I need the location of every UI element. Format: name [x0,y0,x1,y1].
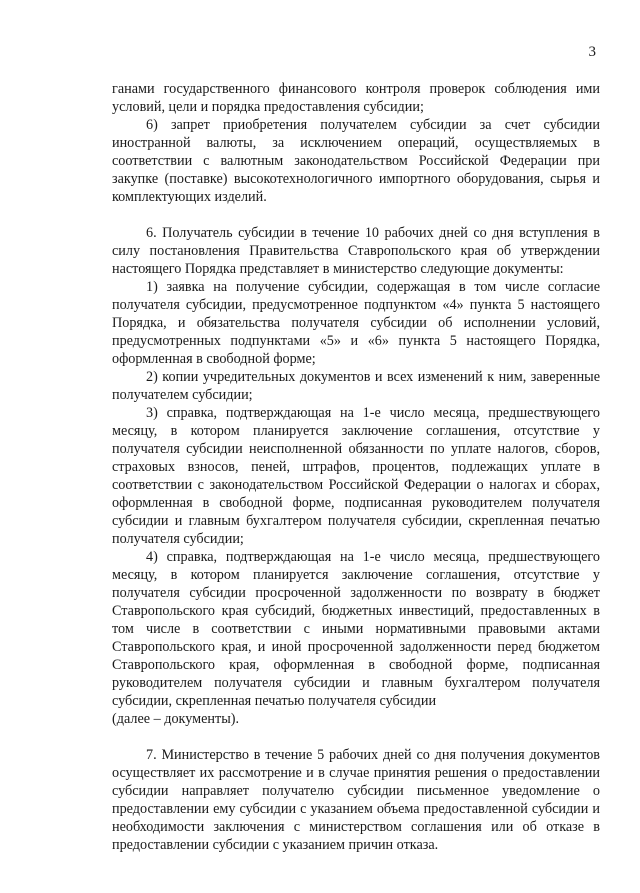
paragraph-continuation: ганами государственного финансового контроля проверок соблюдения ими условий, цели и порядка предоставления субсидии; [112,81,600,115]
document-body [112,80,600,854]
paragraph-doc-1: 1) заявка на получение субсидии, содержащая в том числе согласие получателя субсидии, предусмотренное подпунктом «4» пункта 5 настоящего Порядка, и обязательства получателя субсидии об исполнении условий, предусмотренных подпунктами «5» и «6» пункта 5 настоящего Порядка, оформленная в свободной форме; [112,279,600,367]
paragraph-gap [112,206,600,224]
paragraph-item-6: 6) запрет приобретения получателем субсидии за счет субсидии иностранной валюты, за исключением операций, осуществляемых в соответствии с валютным законодательством Российской Федерации при закупке (поставке) высокотехнологичного импортного оборудования, сырья и комплектующих изделий. [112,117,600,205]
paragraph-section-7: 7. Министерство в течение 5 рабочих дней со дня получения документов осуществляет их рассмотрение и в случае принятия решения о предоставлении субсидии направляет получателю субсидии письменное уведомление о предоставлении ему субсидии с указанием объема предоставленной субсидии и необходимости заключения с министерством соглашения или об отказе в предоставлении субсидии с указанием причин отказа. [112,747,600,853]
paragraph-doc-3: 3) справка, подтверждающая на 1-е число месяца, предшествующего месяцу, в котором планируется заключение соглашения, отсутствие у получателя субсидии неисполненной обязанности по уплате налогов, сборов, страховых взносов, пеней, штрафов, процентов, подлежащих уплате в соответствии с законодательством Российской Федерации о налогах и сборах, оформленная в свободной форме, подписанная руководителем получателя субсидии и главным бухгалтером получателя субсидии, скрепленная печатью получателя субсидии; [112,405,600,547]
paragraph-doc-2: 2) копии учредительных документов и всех изменений к ним, заверенные получателем субсидии; [112,369,600,403]
page-number: 3 [588,44,596,60]
paragraph-gap [112,728,600,746]
paragraph-doc-4: 4) справка, подтверждающая на 1-е число месяца, предшествующего месяцу, в котором планируется заключение соглашения, отсутствие у получателя субсидии просроченной задолженности по возврату в бюджет Ставропольского края субсидий, бюджетных инвестиций, предоставленных в том числе в соответствии с иными нормативными правовыми актами Ставропольского края, и иной просроченной задолженности перед бюджетом Ставропольского края, оформленная в свободной форме, подписанная руководителем получателя субсидии и главным бухгалтером получателя субсидии, скрепленная печатью получателя субсидии [112,549,600,709]
paragraph-documents-note: (далее – документы). [112,711,240,727]
paragraph-section-6: 6. Получатель субсидии в течение 10 рабочих дней со дня вступления в силу постановления Правительства Ставропольского края об утверждении настоящего Порядка представляет в министерство следующие документы: [112,225,600,277]
